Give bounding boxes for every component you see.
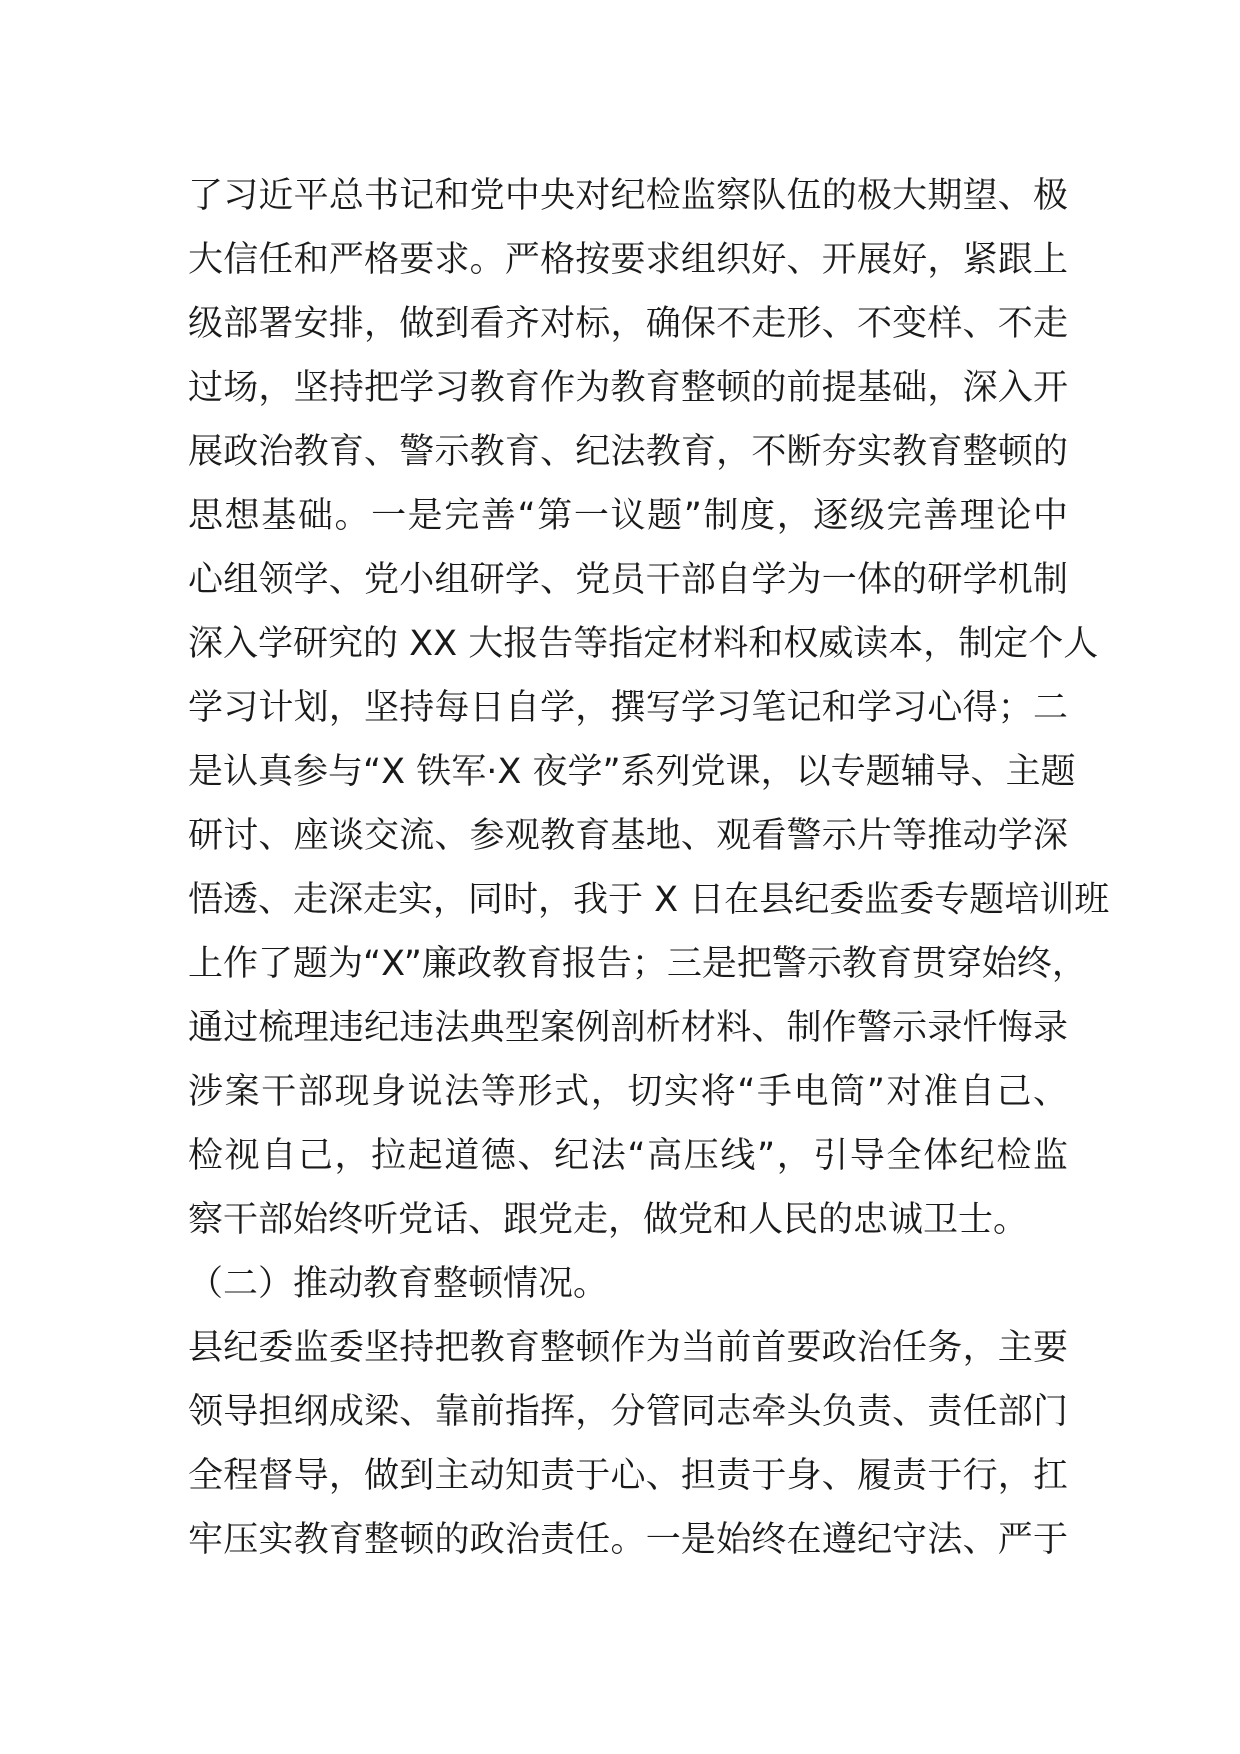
document-body bbox=[188, 164, 1110, 1572]
text-line: 学习计划，坚持每日自学，撰写学习笔记和学习心得；二 bbox=[188, 688, 1068, 728]
text-line: 悟透、走深走实，同时，我于 X 日在县纪委监委专题培训班 bbox=[188, 880, 1110, 920]
paragraph-2 bbox=[188, 1316, 1068, 1572]
text-line: 全程督导，做到主动知责于心、担责于身、履责于行，扛 bbox=[188, 1456, 1068, 1496]
text-line: 是认真参与“X 铁军·X 夜学”系列党课，以专题辅导、主题 bbox=[188, 752, 1076, 792]
text-line: 研讨、座谈交流、参观教育基地、观看警示片等推动学深 bbox=[188, 816, 1068, 856]
text-line: 级部署安排，做到看齐对标，确保不走形、不变样、不走 bbox=[188, 304, 1068, 344]
text-line: 大信任和严格要求。严格按要求组织好、开展好，紧跟上 bbox=[188, 240, 1068, 280]
text-line: 察干部始终听党话、跟党走，做党和人民的忠诚卫士。 bbox=[188, 1200, 1029, 1240]
paragraph-1 bbox=[188, 164, 1110, 1252]
text-line: 牢压实教育整顿的政治责任。一是始终在遵纪守法、严于 bbox=[188, 1520, 1068, 1560]
text-line: 通过梳理违纪违法典型案例剖析材料、制作警示录忏悔录 bbox=[188, 1008, 1068, 1048]
text-line: 上作了题为“X”廉政教育报告；三是把警示教育贯穿始终， bbox=[188, 944, 1087, 984]
text-line: 深入学研究的 XX 大报告等指定材料和权威读本，制定个人 bbox=[188, 624, 1099, 664]
text-line: 了习近平总书记和党中央对纪检监察队伍的极大期望、极 bbox=[188, 176, 1068, 216]
text-line: 县纪委监委坚持把教育整顿作为当前首要政治任务，主要 bbox=[188, 1328, 1068, 1368]
text-line: 展政治教育、警示教育、纪法教育，不断夯实教育整顿的 bbox=[188, 432, 1068, 472]
text-line: 领导担纲成梁、靠前指挥，分管同志牵头负责、责任部门 bbox=[188, 1392, 1068, 1432]
text-line: 过场，坚持把学习教育作为教育整顿的前提基础，深入开 bbox=[188, 368, 1068, 408]
section-heading: （二）推动教育整顿情况。 bbox=[188, 1264, 609, 1304]
text-line: 心组领学、党小组研学、党员干部自学为一体的研学机制 bbox=[188, 560, 1068, 600]
text-line: 思想基础。一是完善“第一议题”制度，逐级完善理论中 bbox=[188, 496, 1068, 536]
text-line: 涉案干部现身说法等形式，切实将“手电筒”对准自己、 bbox=[188, 1072, 1068, 1112]
text-line: 检视自己，拉起道德、纪法“高压线”，引导全体纪检监 bbox=[188, 1136, 1068, 1176]
